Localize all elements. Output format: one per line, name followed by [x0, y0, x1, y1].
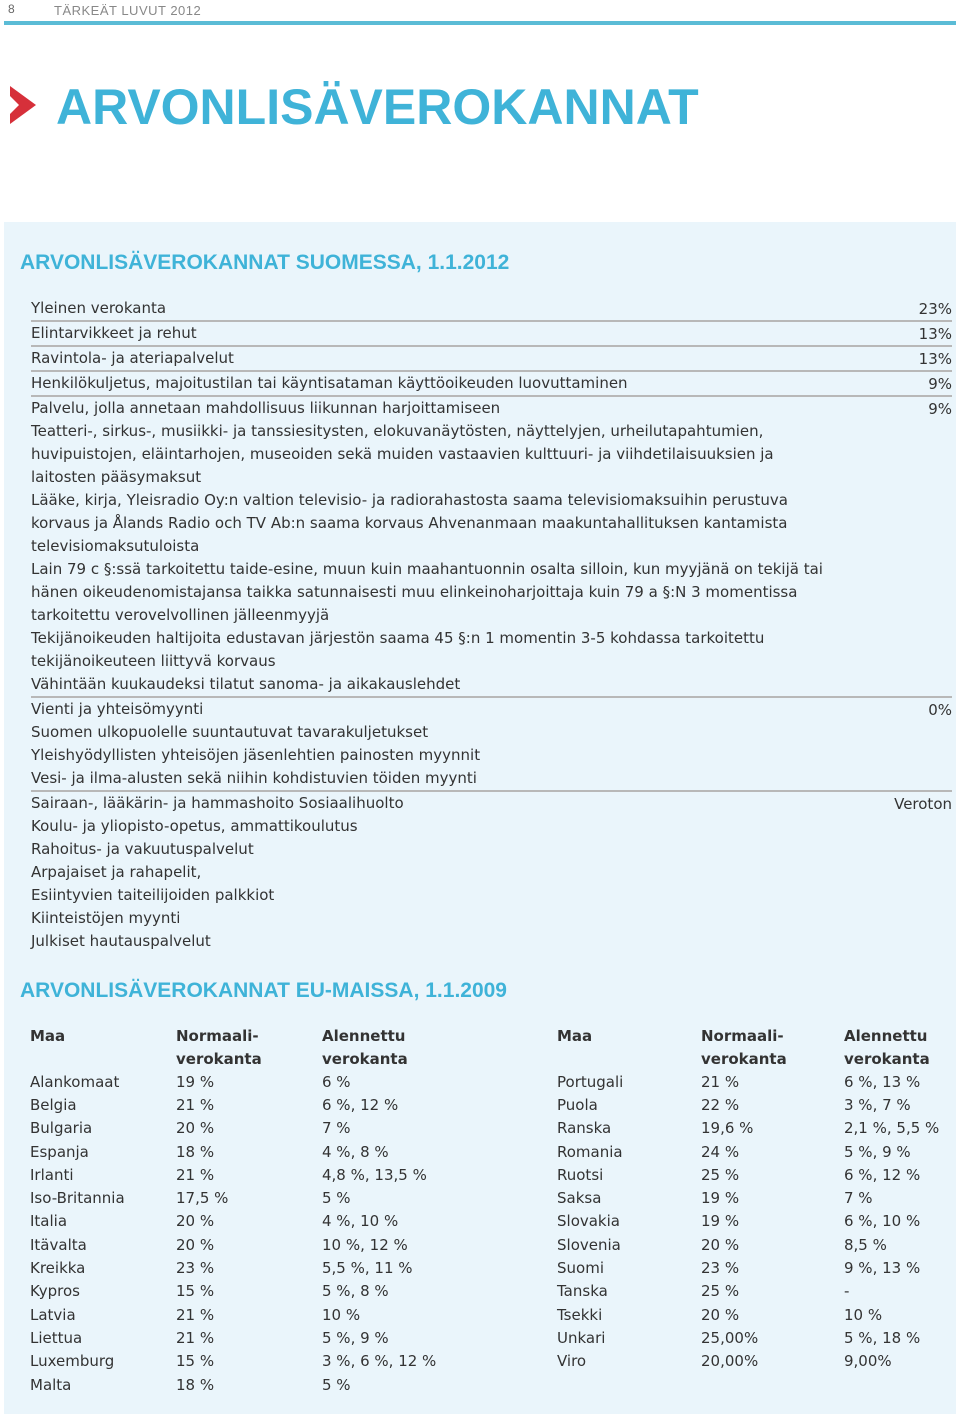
reduced-rate-cell: 10 %: [844, 1305, 883, 1324]
table-row: [557, 1350, 954, 1373]
col-reduced-2: verokanta: [322, 1049, 408, 1068]
country-cell: Saksa: [557, 1189, 602, 1208]
country-cell: Latvia: [30, 1305, 76, 1324]
reduced-rate-cell: 6 %, 13 %: [844, 1072, 921, 1091]
normal-rate-cell: 15 %: [176, 1282, 215, 1301]
table-row: [30, 1326, 482, 1349]
normal-rate-cell: 22 %: [701, 1095, 740, 1114]
eu-section-title: ARVONLISÄVEROKANNAT EU-MAISSA, 1.1.2009: [20, 979, 507, 1002]
normal-rate-cell: 21 %: [176, 1095, 215, 1114]
rate-item: Vesi- ja ilma-alusten sekä niihin kohdistuvien töiden myynti: [31, 769, 477, 787]
country-cell: Suomi: [557, 1259, 604, 1278]
country-cell: Ranska: [557, 1119, 612, 1138]
country-cell: Tsekki: [557, 1305, 603, 1324]
rate-item: Julkiset hautauspalvelut: [31, 932, 211, 950]
reduced-rate-cell: 5 %: [322, 1189, 351, 1208]
country-cell: Puola: [557, 1095, 598, 1114]
table-row: [30, 1350, 482, 1373]
rate-value: Veroton: [894, 795, 952, 813]
table-row: [557, 1210, 954, 1233]
country-cell: Kreikka: [30, 1259, 86, 1278]
rate-group: [31, 297, 952, 320]
table-row: [30, 1186, 482, 1209]
rate-item: Esiintyvien taiteilijoiden palkkiot: [31, 886, 275, 904]
eu-table-right: [557, 1024, 954, 1373]
rate-item: Tekijänoikeuden haltijoita edustavan järjestön saama 45 §:n 1 momentin 3-5 kohdassa tarkoitettu: [31, 629, 765, 647]
normal-rate-cell: 20 %: [176, 1235, 215, 1254]
rate-group: [31, 320, 952, 345]
table-row: [557, 1070, 954, 1093]
rate-value: 13%: [918, 350, 952, 368]
rate-item: Arpajaiset ja rahapelit,: [31, 863, 202, 881]
country-cell: Iso-Britannia: [30, 1189, 125, 1208]
table-row: [30, 1117, 482, 1140]
rate-item: Sairaan-, lääkärin- ja hammashoito Sosiaalihuolto: [31, 794, 404, 812]
reduced-rate-cell: 3 %, 6 %, 12 %: [322, 1352, 437, 1371]
rate-item: Vienti ja yhteisömyynti: [31, 700, 204, 718]
reduced-rate-cell: 5,5 %, 11 %: [322, 1259, 413, 1278]
table-header-row: [557, 1047, 954, 1070]
rate-item: Henkilökuljetus, majoitustilan tai käyntisataman käyttöoikeuden luovuttaminen: [31, 374, 628, 392]
normal-rate-cell: 24 %: [701, 1142, 740, 1161]
reduced-rate-cell: 10 %, 12 %: [322, 1235, 408, 1254]
country-cell: Malta: [30, 1375, 72, 1394]
country-cell: Romania: [557, 1142, 623, 1161]
page-number: 8: [8, 2, 15, 16]
table-row: [30, 1233, 482, 1256]
rate-item: Palvelu, jolla annetaan mahdollisuus liikunnan harjoittamiseen: [31, 399, 501, 417]
rate-item: tekijänoikeuteen liittyvä korvaus: [31, 652, 276, 670]
table-row: [557, 1256, 954, 1279]
country-cell: Slovenia: [557, 1235, 621, 1254]
country-cell: Viro: [557, 1352, 587, 1371]
reduced-rate-cell: 6 %, 10 %: [844, 1212, 921, 1231]
reduced-rate-cell: 4 %, 10 %: [322, 1212, 399, 1231]
rate-item: hänen oikeudenomistajansa taikka satunnaisesti muu elinkeinoharjoittaja kuin 79 a §:N 3 momentissa: [31, 583, 798, 601]
table-row: [30, 1093, 482, 1116]
normal-rate-cell: 17,5 %: [176, 1189, 229, 1208]
rate-item: Suomen ulkopuolelle suuntautuvat tavarakuljetukset: [31, 723, 429, 741]
reduced-rate-cell: 7 %: [322, 1119, 351, 1138]
normal-rate-cell: 21 %: [701, 1072, 740, 1091]
country-cell: Espanja: [30, 1142, 89, 1161]
table-header-row: [30, 1047, 482, 1070]
normal-rate-cell: 25 %: [701, 1165, 740, 1184]
normal-rate-cell: 15 %: [176, 1352, 215, 1371]
normal-rate-cell: 23 %: [176, 1259, 215, 1278]
reduced-rate-cell: 10 %: [322, 1305, 361, 1324]
rate-item: korvaus ja Ålands Radio och TV Ab:n saama korvaus Ahvenanmaan maakuntahallituksen kantamista: [31, 514, 788, 532]
table-row: [30, 1140, 482, 1163]
rate-item: Ravintola- ja ateriapalvelut: [31, 349, 234, 367]
col-normal: Normaali-: [176, 1026, 259, 1045]
col-country: Maa: [30, 1026, 66, 1045]
table-row: [30, 1303, 482, 1326]
rate-item: Vähintään kuukaudeksi tilatut sanoma- ja aikakauslehdet: [31, 675, 461, 693]
normal-rate-cell: 19 %: [176, 1072, 215, 1091]
normal-rate-cell: 18 %: [176, 1375, 215, 1394]
country-cell: Slovakia: [557, 1212, 620, 1231]
reduced-rate-cell: 2,1 %, 5,5 %: [844, 1119, 940, 1138]
rate-item: Lain 79 c §:ssä tarkoitettu taide-esine, muun kuin maahantuonnin osalta silloin, kun myyjänä on tekijä tai: [31, 560, 823, 578]
reduced-rate-cell: -: [844, 1282, 850, 1301]
rate-group: [31, 395, 952, 696]
rate-item: Yleishyödyllisten yhteisöjen jäsenlehtien painosten myynnit: [31, 746, 481, 764]
table-row: [30, 1256, 482, 1279]
rate-item: Kiinteistöjen myynti: [31, 909, 181, 927]
normal-rate-cell: 21 %: [176, 1305, 215, 1324]
rate-value: 13%: [918, 325, 952, 343]
reduced-rate-cell: 4,8 %, 13,5 %: [322, 1165, 427, 1184]
reduced-rate-cell: 6 %, 12 %: [844, 1165, 921, 1184]
country-cell: Itävalta: [30, 1235, 87, 1254]
rate-item: Elintarvikkeet ja rehut: [31, 324, 197, 342]
table-row: [557, 1140, 954, 1163]
rate-value: 0%: [928, 701, 952, 719]
rate-item: Teatteri-, sirkus-, musiikki- ja tanssiesitysten, elokuvanäytösten, näyttelyjen, urheilutapahtumien,: [31, 422, 764, 440]
rate-group: [31, 790, 952, 953]
normal-rate-cell: 21 %: [176, 1328, 215, 1347]
reduced-rate-cell: 6 %, 12 %: [322, 1095, 399, 1114]
country-cell: Bulgaria: [30, 1119, 93, 1138]
normal-rate-cell: 19 %: [701, 1212, 740, 1231]
running-title: TÄRKEÄT LUVUT 2012: [54, 3, 202, 18]
reduced-rate-cell: 5 %, 9 %: [322, 1328, 389, 1347]
arrow-notch: [10, 96, 19, 114]
reduced-rate-cell: 9,00%: [844, 1352, 892, 1371]
col-normal-2: verokanta: [701, 1049, 787, 1068]
eu-table-left: [30, 1024, 482, 1396]
col-reduced: Alennettu: [322, 1026, 406, 1045]
country-cell: Kypros: [30, 1282, 80, 1301]
normal-rate-cell: 20 %: [176, 1212, 215, 1231]
country-cell: Ruotsi: [557, 1165, 604, 1184]
rate-value: 9%: [928, 375, 952, 393]
country-cell: Italia: [30, 1212, 68, 1231]
rate-item: tarkoitettu verovelvollinen jälleenmyyjä: [31, 606, 330, 624]
table-row: [557, 1280, 954, 1303]
reduced-rate-cell: 3 %, 7 %: [844, 1095, 911, 1114]
page-title: ARVONLISÄVEROKANNAT: [56, 79, 699, 135]
rate-value: 9%: [928, 400, 952, 418]
table-row: [30, 1373, 482, 1396]
reduced-rate-cell: 8,5 %: [844, 1235, 887, 1254]
normal-rate-cell: 25 %: [701, 1282, 740, 1301]
country-cell: Portugali: [557, 1072, 624, 1091]
normal-rate-cell: 19 %: [701, 1189, 740, 1208]
normal-rate-cell: 23 %: [701, 1259, 740, 1278]
table-row: [557, 1303, 954, 1326]
rate-item: Yleinen verokanta: [31, 299, 167, 317]
table-row: [30, 1280, 482, 1303]
normal-rate-cell: 25,00%: [701, 1328, 759, 1347]
table-row: [557, 1093, 954, 1116]
col-country: Maa: [557, 1026, 593, 1045]
col-reduced-2: verokanta: [844, 1049, 930, 1068]
country-cell: Belgia: [30, 1095, 77, 1114]
country-cell: Tanska: [557, 1282, 608, 1301]
rate-item: Rahoitus- ja vakuutuspalvelut: [31, 840, 254, 858]
normal-rate-cell: 21 %: [176, 1165, 215, 1184]
col-normal-2: verokanta: [176, 1049, 262, 1068]
normal-rate-cell: 20,00%: [701, 1352, 759, 1371]
rate-value: 23%: [918, 300, 952, 318]
reduced-rate-cell: 5 %, 18 %: [844, 1328, 921, 1347]
normal-rate-cell: 18 %: [176, 1142, 215, 1161]
table-row: [557, 1326, 954, 1349]
rate-group: [31, 696, 952, 790]
table-header-row: [557, 1024, 954, 1047]
rate-item: televisiomaksutuloista: [31, 537, 200, 555]
rate-item: Lääke, kirja, Yleisradio Oy:n valtion televisio- ja radiorahastosta saama televisiomaksuihin perustuva: [31, 491, 788, 509]
rate-group: [31, 370, 952, 395]
reduced-rate-cell: 5 %, 8 %: [322, 1282, 389, 1301]
table-row: [30, 1163, 482, 1186]
rate-item: laitosten pääsymaksut: [31, 468, 202, 486]
normal-rate-cell: 20 %: [701, 1235, 740, 1254]
country-cell: Alankomaat: [30, 1072, 120, 1091]
reduced-rate-cell: 5 %: [322, 1375, 351, 1394]
table-row: [557, 1186, 954, 1209]
country-cell: Irlanti: [30, 1165, 74, 1184]
table-row: [557, 1117, 954, 1140]
table-header-row: [30, 1024, 482, 1047]
header-rule: [4, 21, 956, 25]
reduced-rate-cell: 7 %: [844, 1189, 873, 1208]
normal-rate-cell: 20 %: [176, 1119, 215, 1138]
reduced-rate-cell: 6 %: [322, 1072, 351, 1091]
country-cell: Liettua: [30, 1328, 83, 1347]
normal-rate-cell: 20 %: [701, 1305, 740, 1324]
normal-rate-cell: 19,6 %: [701, 1119, 754, 1138]
finland-section-title: ARVONLISÄVEROKANNAT SUOMESSA, 1.1.2012: [20, 251, 510, 274]
col-normal: Normaali-: [701, 1026, 784, 1045]
col-reduced: Alennettu: [844, 1026, 928, 1045]
table-row: [30, 1210, 482, 1233]
rate-item: huvipuistojen, eläintarhojen, museoiden sekä muiden vastaavien kulttuuri- ja viihdetilaisuuksien ja: [31, 445, 774, 463]
table-row: [557, 1233, 954, 1256]
table-row: [30, 1070, 482, 1093]
reduced-rate-cell: 5 %, 9 %: [844, 1142, 911, 1161]
country-cell: Luxemburg: [30, 1352, 115, 1371]
rate-item: Koulu- ja yliopisto-opetus, ammattikoulutus: [31, 817, 358, 835]
reduced-rate-cell: 4 %, 8 %: [322, 1142, 389, 1161]
finland-rates-list: [31, 297, 952, 953]
table-row: [557, 1163, 954, 1186]
country-cell: Unkari: [557, 1328, 606, 1347]
rate-group: [31, 345, 952, 370]
reduced-rate-cell: 9 %, 13 %: [844, 1259, 921, 1278]
page-header: [0, 0, 960, 26]
